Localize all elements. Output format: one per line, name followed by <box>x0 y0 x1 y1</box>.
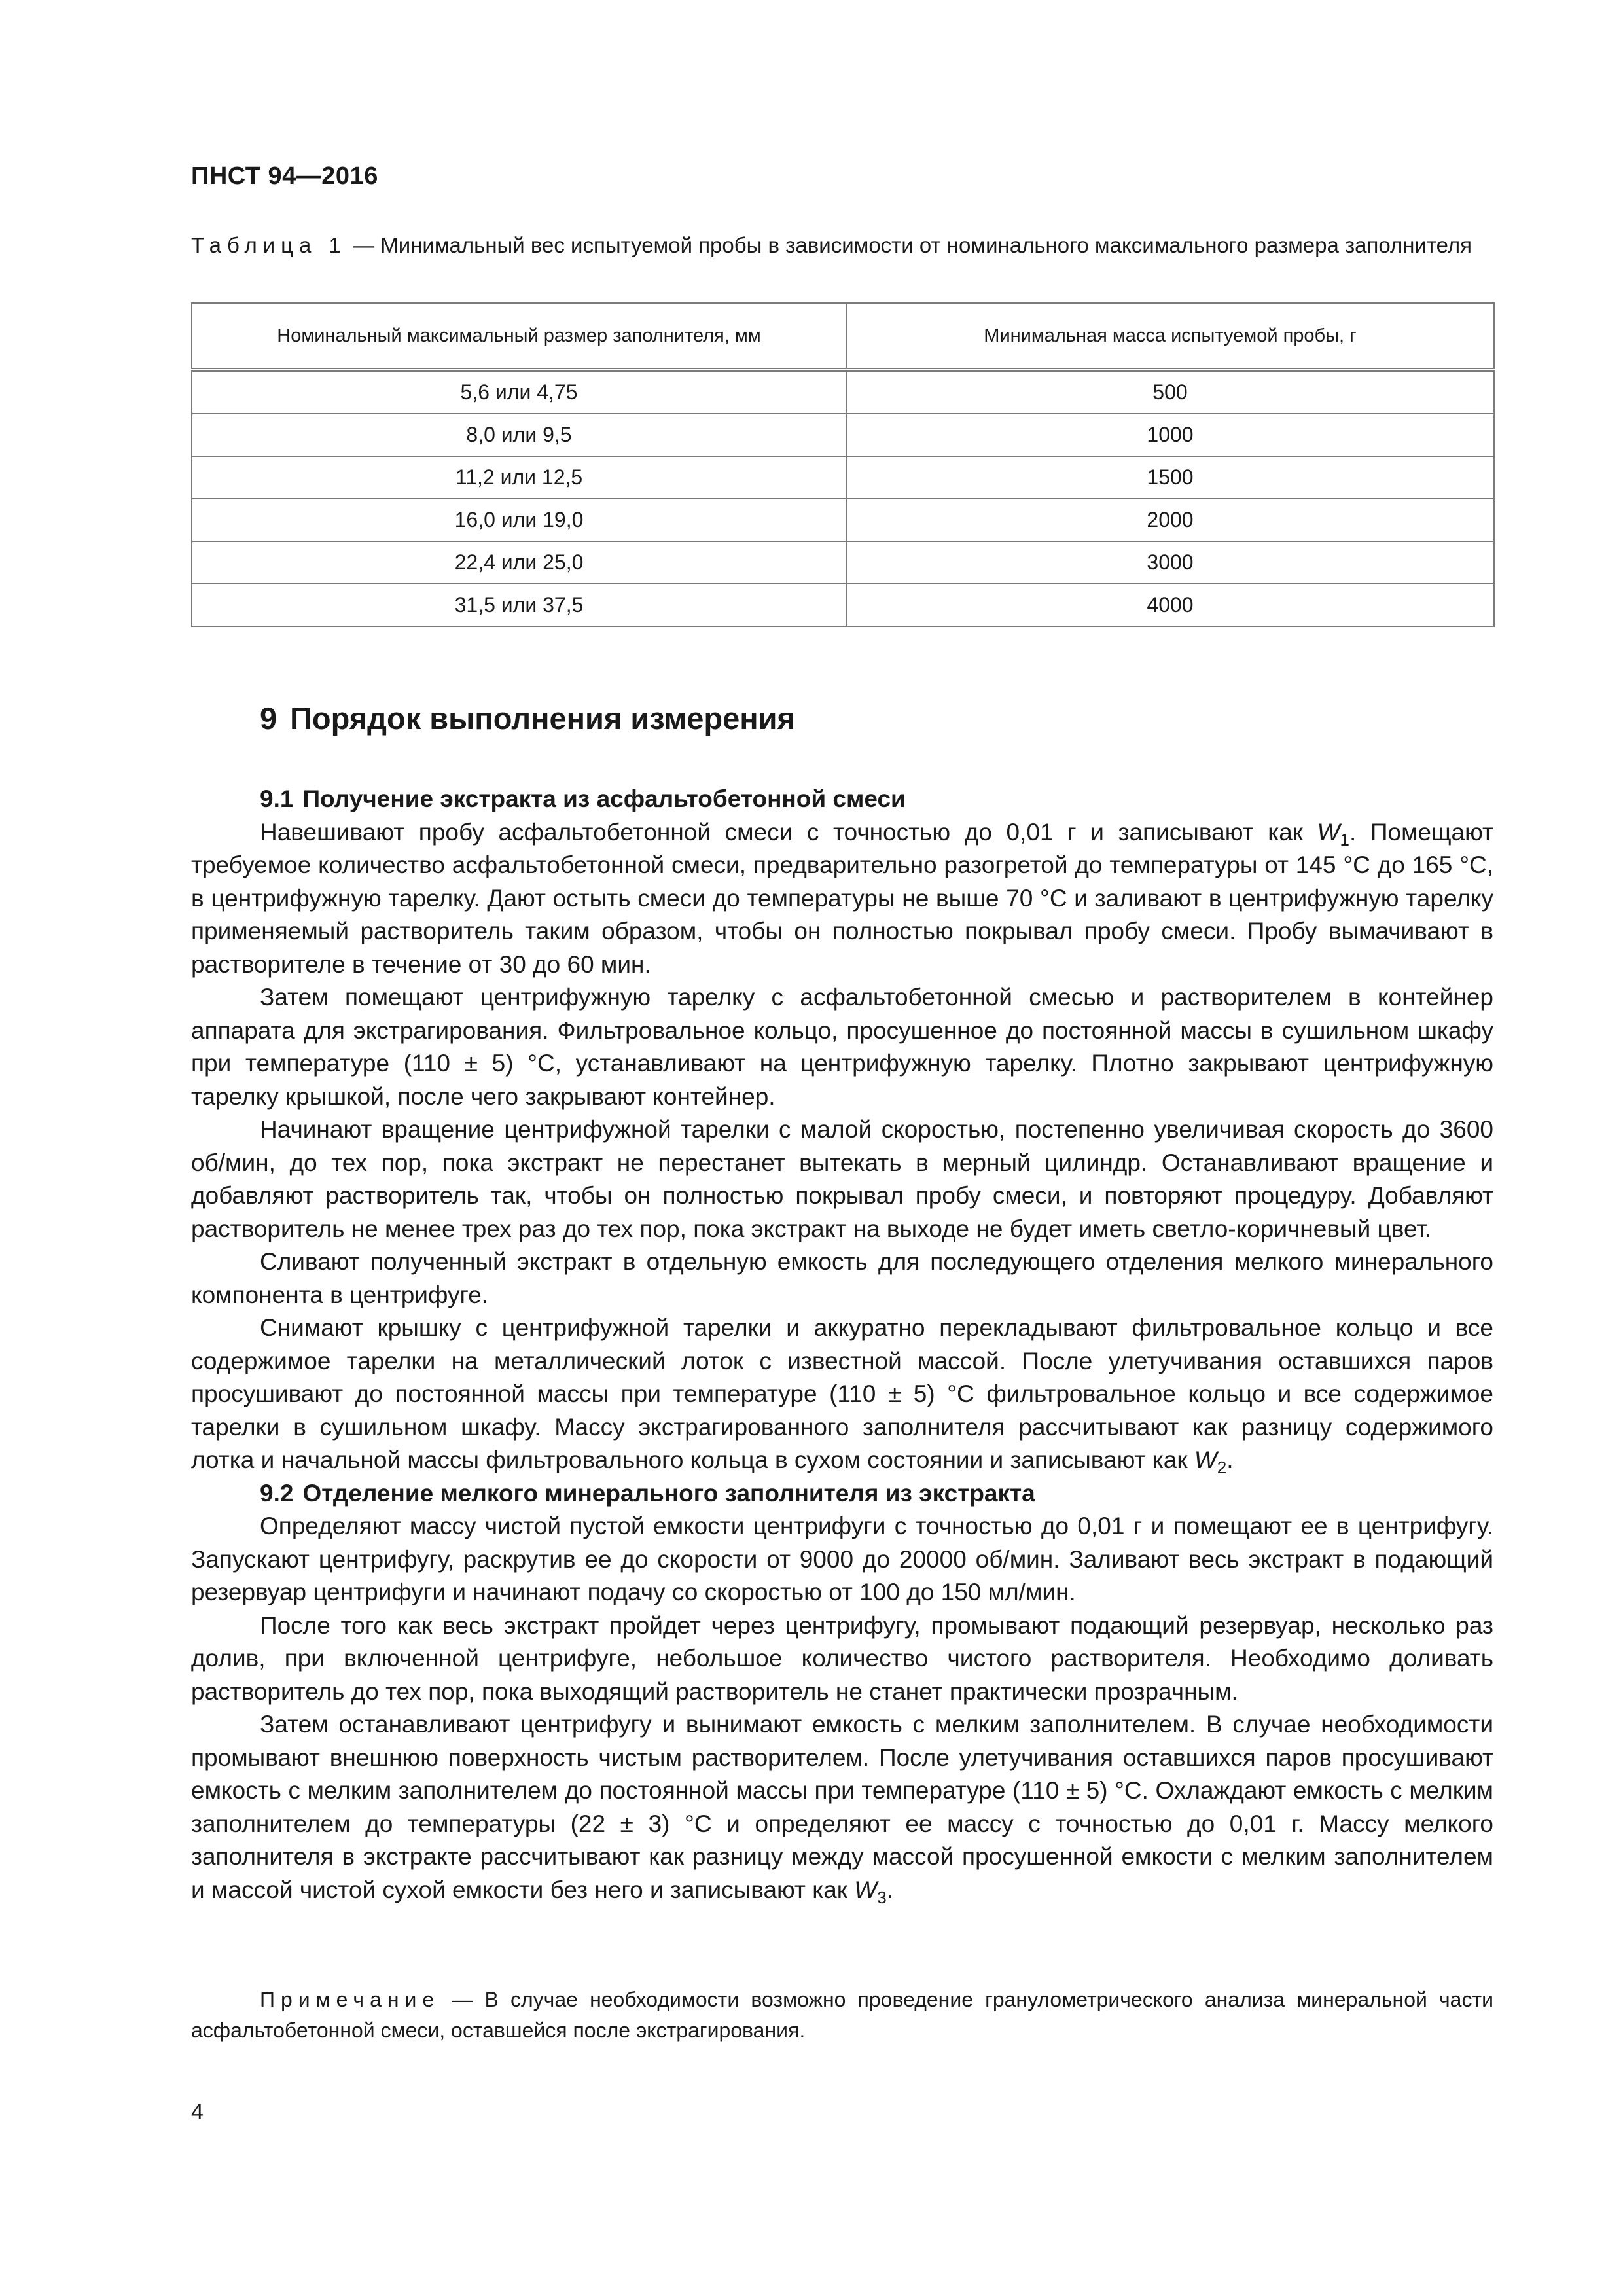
table-cell-mass: 1500 <box>846 456 1494 499</box>
paragraph: Сливают полученный экстракт в отдельную емкость для последующего отделения мелкого минерального компонента в центрифуге. <box>191 1248 1493 1308</box>
table-row <box>192 414 1494 456</box>
subsection-9-2-heading <box>191 1477 1493 1511</box>
note-text: — В случае необходимости возможно проведение гранулометрического анализа минеральной части асфальтобетонной смеси, оставшейся после экстрагирования. <box>191 1988 1493 2042</box>
table-caption-text: — Минимальный вес испытуемой пробы в зависимости от номинального максимального размера заполнителя <box>353 233 1472 257</box>
page-number: 4 <box>191 2100 204 2125</box>
section-9-body <box>191 783 1493 1907</box>
table-cell-size: 22,4 или 25,0 <box>192 541 846 584</box>
table-cell-mass: 500 <box>846 370 1494 414</box>
table-cell-mass: 1000 <box>846 414 1494 456</box>
section-title: Порядок выполнения измерения <box>290 701 795 736</box>
table-cell-size: 16,0 или 19,0 <box>192 499 846 541</box>
variable-subscript: 3 <box>877 1887 887 1907</box>
table-caption <box>191 230 1493 260</box>
subsection-9-1-heading <box>191 783 1493 816</box>
table-cell-size: 8,0 или 9,5 <box>192 414 846 456</box>
paragraph: Определяют массу чистой пустой емкости центрифуги с точностью до 0,01 г и помещают ее в центрифугу. Запускают центрифугу, раскрутив ее до скорости от 9000 до 20000 об/мин. Заливают весь экстракт в подающий резервуар центрифуги и начинают подачу со скоростью от 100 до 150 мл/мин. <box>191 1513 1493 1605</box>
paragraph: Навешивают пробу асфальтобетонной смеси с точностью до 0,01 г и записывают как $W_1$. Помещают требуемое количество асфальтобетонной смеси, предварительно разогретой до температуры от 145 °С до 165 °С, в центрифужную тарелку. Дают остыть смеси до температуры не выше 70 °С и заливают в центрифужную тарелку применяемый растворитель таким образом, чтобы он полностью покрывал пробу смеси. Пробу вымачивают в растворителе в течение от 30 до 60 мин. <box>191 818 1493 978</box>
variable-subscript: 2 <box>1217 1458 1227 1477</box>
variable-w: W <box>854 1876 878 1903</box>
note-label: Примечание <box>260 1988 440 2011</box>
table-row <box>192 541 1494 584</box>
variable-subscript: 1 <box>1340 829 1349 850</box>
table-header-sample-mass: Минимальная масса испытуемой пробы, г <box>846 303 1494 370</box>
section-number: 9 <box>260 701 277 736</box>
table-row <box>192 456 1494 499</box>
table-cell-size: 11,2 или 12,5 <box>192 456 846 499</box>
table-row <box>192 584 1494 626</box>
table-caption-label: Таблица 1 <box>191 233 347 257</box>
table-header-row <box>192 303 1494 370</box>
table-row <box>192 499 1494 541</box>
table-header-aggregate-size: Номинальный максимальный размер заполнителя, мм <box>192 303 846 370</box>
aggregate-sample-table <box>191 302 1495 627</box>
table-cell-size: 31,5 или 37,5 <box>192 584 846 626</box>
paragraph: Снимают крышку с центрифужной тарелки и аккуратно перекладывают фильтровальное кольцо и все содержимое тарелки на металлический лоток с известной массой. После улетучивания оставшихся паров просушивают до постоянной массы при температуре (110 ± 5) °С фильтровальное кольцо и все содержимое тарелки в сушильном шкафу. Массу экстрагированного заполнителя рассчитывают как разницу содержимого лотка и начальной массы фильтровального кольца в сухом состоянии и записывают как $W_2$. <box>191 1314 1493 1477</box>
subsection-title: Отделение мелкого минерального заполнителя из экстракта <box>302 1479 1035 1507</box>
table-cell-size: 5,6 или 4,75 <box>192 370 846 414</box>
paragraph: Затем помещают центрифужную тарелку с асфальтобетонной смесью и растворителем в контейнер аппарата для экстрагирования. Фильтровальное кольцо, просушенное до постоянной массы в сушильном шкафу при температуре (110 ± 5) °С, устанавливают на центрифужную тарелку. Плотно закрывают центрифужную тарелку крышкой, после чего закрывают контейнер. <box>191 984 1493 1110</box>
document-id: ПНСТ 94—2016 <box>191 162 378 190</box>
table-cell-mass: 4000 <box>846 584 1494 626</box>
paragraph: После того как весь экстракт пройдет через центрифугу, промывают подающий резервуар, несколько раз долив, при включенной центрифуге, небольшое количество чистого растворителя. Необходимо доливать растворитель до тех пор, пока выходящий растворитель не станет практически прозрачным. <box>191 1611 1493 1705</box>
table-cell-mass: 3000 <box>846 541 1494 584</box>
variable-w: W <box>1317 818 1340 846</box>
variable-w: W <box>1194 1446 1217 1473</box>
note <box>191 1984 1493 2046</box>
paragraph: Начинают вращение центрифужной тарелки с малой скоростью, постепенно увеличивая скорость до 3600 об/мин, до тех пор, пока экстракт не перестанет вытекать в мерный цилиндр. Останавливают вращение и добавляют растворитель так, чтобы он полностью покрывал пробу смеси, и повторяют процедуру. Добавляют растворитель не менее трех раз до тех пор, пока экстракт на выходе не будет иметь светло-коричневый цвет. <box>191 1116 1493 1242</box>
table-row <box>192 370 1494 414</box>
table-cell-mass: 2000 <box>846 499 1494 541</box>
subsection-number: 9.1 <box>260 785 294 812</box>
section-9-heading <box>260 700 795 736</box>
paragraph: Затем останавливают центрифугу и вынимают емкость с мелким заполнителем. В случае необходимости промывают внешнюю поверхность чистым растворителем. После улетучивания оставшихся паров просушивают емкость с мелким заполнителем до постоянной массы при температуре (110 ± 5) °С. Охлаждают емкость с мелким заполнителем до температуры (22 ± 3) °С и определяют ее массу с точностью до 0,01 г. Массу мелкого заполнителя в экстракте рассчитывают как разницу между массой просушенной емкости с мелким заполнителем и массой чистой сухой емкости без него и записывают как $W_3$. <box>191 1711 1493 1907</box>
subsection-number: 9.2 <box>260 1479 294 1507</box>
subsection-title: Получение экстракта из асфальтобетонной смеси <box>302 785 906 812</box>
